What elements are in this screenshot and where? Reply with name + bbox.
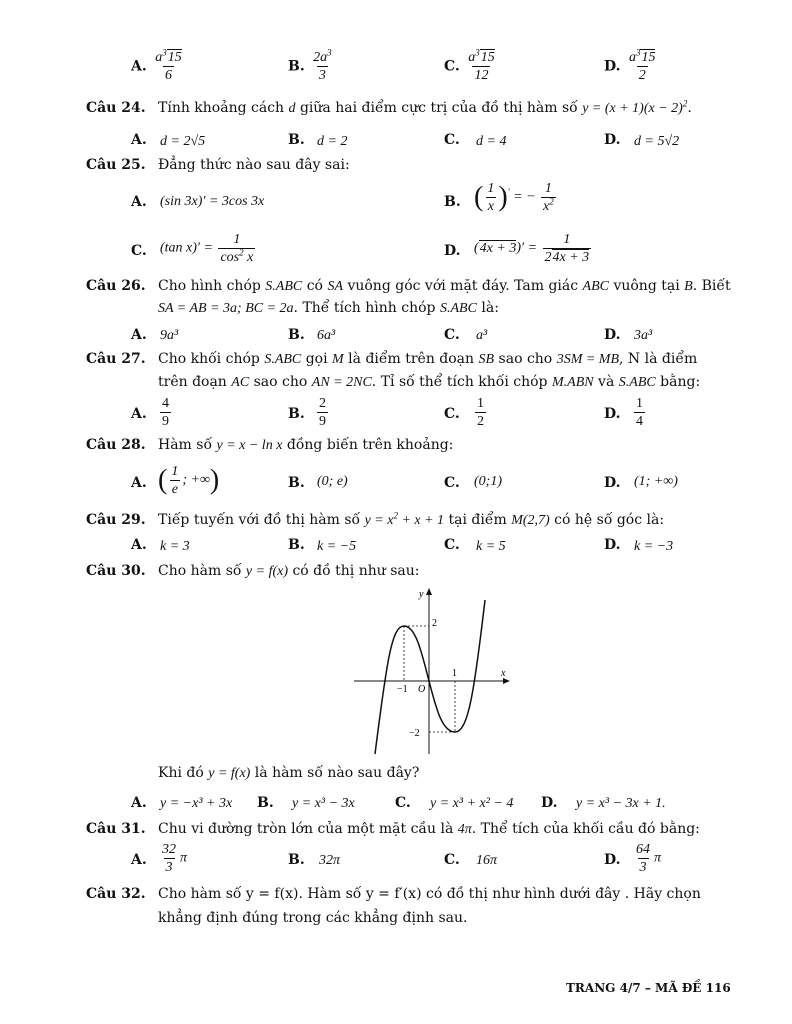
q26-option-b-label: B.: [288, 327, 305, 343]
q23-option-d: D. $\frac{a^315}{2}$: [604, 47, 656, 83]
q27-option-a-label: A.: [131, 406, 147, 422]
q31-option-a-label: A.: [131, 852, 147, 868]
q26-option-a: 9a³: [160, 328, 179, 343]
q31-option-b: 32π: [319, 853, 341, 868]
q25-label: Câu 25.: [86, 157, 146, 173]
q30-option-b: y = x³ − 3x: [292, 796, 355, 811]
q27-label: Câu 27.: [86, 351, 146, 367]
q28-option-d-label: D.: [604, 475, 621, 491]
q32-label: Câu 32.: [86, 886, 146, 902]
q26-option-b: 6a³: [317, 328, 336, 343]
q26-option-d: 3a³: [634, 328, 653, 343]
q25-option-b-label: B.: [444, 194, 461, 210]
q27-option-b: $\frac{2}{9}$: [319, 396, 326, 429]
q28-option-b: (0; e): [317, 474, 348, 489]
q23-option-b: B. $\frac{2a^3}{3}$: [288, 47, 332, 83]
q25-text: Đẳng thức nào sau đây sai:: [158, 157, 350, 173]
q24-option-b-label: B.: [288, 132, 305, 148]
q24-option-d: d = 5√2: [634, 134, 680, 149]
q28-option-a-label: A.: [131, 475, 147, 491]
q24-label: Câu 24.: [86, 100, 146, 116]
q26-option-c-label: C.: [444, 327, 460, 343]
q30-option-a: y = −x³ + 3x: [160, 796, 233, 811]
q31-option-b-label: B.: [288, 852, 305, 868]
q23-option-a: A. $\frac{a^315}{6}$: [131, 47, 182, 83]
q30-label: Câu 30.: [86, 563, 146, 579]
graph-curve: [375, 600, 485, 754]
q32-line1: Cho hàm số y = f(x). Hàm số y = f′(x) có đồ thị như hình dưới đây . Hãy chọn: [158, 886, 701, 902]
graph-tick-m2: −2: [409, 728, 420, 739]
q26-option-c: a³: [476, 328, 488, 343]
q24-option-c: d = 4: [476, 134, 507, 149]
q28-option-d: (1; +∞): [634, 474, 678, 489]
page-footer: TRANG 4/7 – MÃ ĐỀ 116: [566, 981, 731, 995]
q28-option-a: ( $\frac{1}{e}$ ; +∞): [158, 464, 220, 497]
q31-option-a: $\frac{32}{3}$ π: [162, 842, 188, 875]
q29-label: Câu 29.: [86, 512, 146, 528]
q30-option-a-label: A.: [131, 795, 147, 811]
q24-option-b: d = 2: [317, 134, 348, 149]
q25-option-a: (sin 3x)′ = 3cos 3x: [160, 194, 265, 209]
q31-option-c: 16π: [476, 853, 498, 868]
q29-option-c: k = 5: [476, 539, 506, 554]
graph-x-label: x: [501, 668, 506, 679]
q24-option-a: d = 2√5: [160, 134, 206, 149]
q25-option-c-label: C.: [131, 243, 147, 259]
q28-option-b-label: B.: [288, 475, 305, 491]
q24-function: $y = (x + 1)(x - 2)^2$: [582, 98, 688, 116]
q29-option-b-label: B.: [288, 537, 305, 553]
q27-option-d: $\frac{1}{4}$: [636, 396, 643, 429]
graph-tick-2: 2: [432, 618, 437, 629]
q30-option-d: y = x³ − 3x + 1.: [576, 796, 666, 811]
q24-option-a-label: A.: [131, 132, 147, 148]
q25-option-a-label: A.: [131, 194, 147, 210]
q27-option-b-label: B.: [288, 406, 305, 422]
q26-line2: SA = AB = 3a; BC = 2a. Thể tích hình chóp S.ABC là:: [158, 300, 499, 316]
q31-text: Chu vi đường tròn lớn của một mặt cầu là 4π. Thể tích của khối cầu đó bằng:: [158, 821, 700, 837]
q28-option-c: (0;1): [474, 474, 502, 489]
q28-option-c-label: C.: [444, 475, 460, 491]
q29-option-d: k = −3: [634, 539, 674, 554]
q25-option-d: (4x + 3)′ = $\frac{1}{24x + 3}$: [474, 232, 590, 265]
q31-option-d: $\frac{64}{3}$ π: [636, 842, 662, 875]
graph-y-label: y: [419, 589, 424, 600]
q31-option-d-label: D.: [604, 852, 621, 868]
q30-option-b-label: B.: [257, 795, 274, 811]
q27-option-c: $\frac{1}{2}$: [477, 396, 484, 429]
q27-line2: trên đoạn AC sao cho AN = 2NC. Tỉ số thể tích khối chóp M.ABN và S.ABC bằng:: [158, 374, 701, 390]
q30-graph: [352, 584, 512, 756]
q29-option-a: k = 3: [160, 539, 190, 554]
q27-option-d-label: D.: [604, 406, 621, 422]
q26-label: Câu 26.: [86, 278, 146, 294]
q26-option-a-label: A.: [131, 327, 147, 343]
graph-y-arrow: [426, 588, 432, 595]
q30-option-d-label: D.: [541, 795, 558, 811]
q32-line2: khẳng định đúng trong các khẳng định sau.: [158, 910, 468, 926]
graph-tick-1: 1: [452, 668, 457, 679]
q26-option-d-label: D.: [604, 327, 621, 343]
q25-option-c: (tan x)′ = $\frac{1}{\cos^2 x}$: [160, 232, 254, 265]
q30-text: Cho hàm số y = f(x) có đồ thị như sau:: [158, 563, 420, 579]
q24-option-d-label: D.: [604, 132, 621, 148]
q23-option-c: C. $\frac{a^315}{12}$: [444, 47, 495, 83]
graph-tick-m1: −1: [397, 684, 408, 695]
q29-text: Tiếp tuyến với đồ thị hàm số $y = x^2 + x + 1$ tại điểm M(2,7) có hệ số góc là:: [158, 510, 665, 528]
q25-option-d-label: D.: [444, 243, 461, 259]
q31-label: Câu 31.: [86, 821, 146, 837]
q24-text: Tính khoảng cách d giữa hai điểm cực trị của đồ thị hàm số $y = (x + 1)(x - 2)^2$.: [158, 98, 692, 116]
q27-option-c-label: C.: [444, 406, 460, 422]
graph-origin: O: [418, 684, 426, 695]
q28-text: Hàm số y = x − ln x đồng biến trên khoảng:: [158, 437, 454, 453]
q29-option-c-label: C.: [444, 537, 460, 553]
q29-option-a-label: A.: [131, 537, 147, 553]
q28-label: Câu 28.: [86, 437, 146, 453]
q29-option-b: k = −5: [317, 539, 357, 554]
q29-option-d-label: D.: [604, 537, 621, 553]
q30-option-c-label: C.: [395, 795, 411, 811]
q30-option-c: y = x³ + x² − 4: [430, 796, 514, 811]
q27-option-a: $\frac{4}{9}$: [162, 396, 169, 429]
q31-option-c-label: C.: [444, 852, 460, 868]
q24-option-c-label: C.: [444, 132, 460, 148]
q26-line1: Cho hình chóp S.ABC có SA vuông góc với mặt đáy. Tam giác ABC vuông tại B. Biết: [158, 278, 731, 294]
q27-line1: Cho khối chóp S.ABC gọi M là điểm trên đoạn SB sao cho 3SM = MB, N là điểm: [158, 351, 698, 367]
q25-option-b: ( $\frac{1}{x}$ )′ = − $\frac{1}{x^2}$: [474, 181, 554, 214]
q30-question: Khi đó y = f(x) là hàm số nào sau đây?: [158, 765, 420, 781]
